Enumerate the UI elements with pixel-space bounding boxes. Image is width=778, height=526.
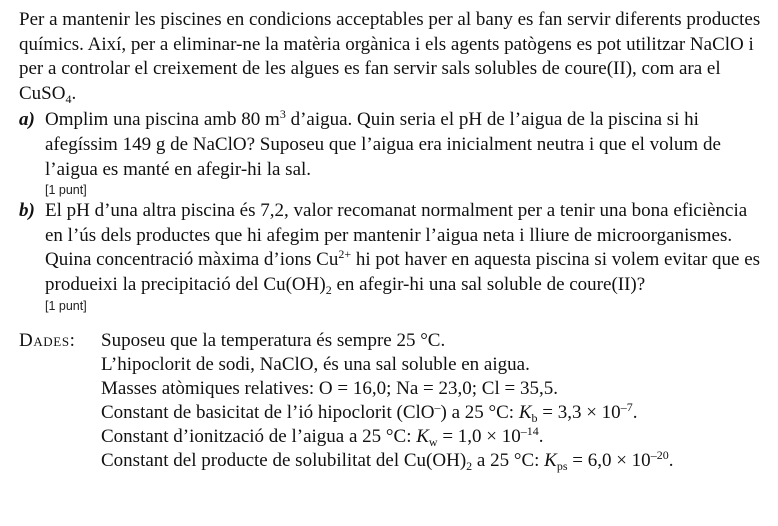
question-a-part1: Omplim una piscina amb 80 m: [45, 109, 280, 131]
question-a-points: [1 punt]: [45, 183, 87, 198]
data-line-6-a: Constant del producte de solubilitat del Cu(OH): [101, 449, 467, 471]
data-line-4-exp: –7: [620, 399, 633, 414]
data-line-3: Masses atòmiques relatives: O = 16,0; Na = 23,0; Cl = 35,5.: [101, 377, 558, 399]
data-line-2: L’hipoclorit de sodi, NaClO, és una sal soluble en aigua.: [101, 353, 530, 375]
question-b-letter: b): [19, 200, 35, 222]
data-line-6-ksub: ps: [556, 458, 568, 473]
question-b-part2: hi pot haver en aquesta piscina si volem evitar que es produeixi la precipitació del Cu(OH): [45, 249, 761, 295]
data-line-4-ksub: b: [531, 410, 538, 425]
data-line-5-a: Constant d’ionització de l’aigua a 25 °C:: [101, 425, 417, 447]
data-line-4-k: K: [518, 401, 532, 423]
data-line-6-c: = 6,0 × 10: [567, 449, 651, 471]
data-line-6-k: K: [544, 449, 557, 471]
data-line-5-end: .: [538, 425, 544, 447]
data-line-6-exp: –20: [650, 447, 669, 462]
question-b-points: [1 punt]: [45, 298, 87, 313]
data-line-6-sub: 2: [466, 458, 473, 473]
data-line-4-sup: –: [434, 399, 441, 414]
intro-end: .: [71, 82, 77, 104]
question-a-part2: d’aigua. Quin seria el pH de l’aigua de la piscina si hi afegíssim 149 g de NaClO? Suposeu que l’aigua era inicialment neutra i que el volum de l’aigua es manté en afegir-hi la sal.: [45, 109, 721, 180]
data-section: [19, 329, 764, 473]
question-b-sub: 2: [325, 282, 332, 297]
intro-paragraph: [19, 8, 764, 106]
data-label: Dades:: [19, 329, 76, 351]
data-line-4-b: ) a 25 °C:: [440, 401, 519, 423]
question-a-text: [45, 108, 764, 182]
question-b-part3: en afegir-hi una sal soluble de coure(II)?: [331, 273, 646, 295]
data-line-5-c: = 1,0 × 10: [437, 425, 521, 447]
data-line-4-a: Constant de basicitat de l’ió hipoclorit (ClO: [101, 401, 435, 423]
question-a: [19, 108, 764, 182]
question-b-part1: El pH d’una altra piscina és 7,2, valor recomanat normalment per a tenir una bona eficiència en l’ús dels productes que hi afegim per mantenir l’aigua neta i lliure de microorganismes. Quina concentració màxima d’ions Cu: [45, 200, 748, 271]
data-line-5-exp: –14: [520, 423, 539, 438]
data-line-5: [101, 425, 764, 449]
intro-text: Per a mantenir les piscines en condicions acceptables per al bany es fan servir diferents productes químics. Així, per a eliminar-ne la matèria orgànica i els agents patògens es pot utilitzar NaClO i per a controlar el creixement de les algues es fan servir sals solubles de coure(II), com ara el CuSO: [19, 9, 761, 104]
data-line-1: Suposeu que la temperatura és sempre 25 °C.: [101, 329, 446, 351]
question-a-sup: 3: [279, 107, 286, 122]
question-b-text: [45, 199, 764, 297]
data-line-6-b: a 25 °C:: [472, 449, 545, 471]
data-line-6-end: .: [668, 449, 674, 471]
data-line-5-k: K: [416, 425, 429, 447]
data-line-6: [101, 449, 764, 473]
data-lines: [101, 329, 764, 473]
data-line-4-c: = 3,3 × 10: [537, 401, 621, 423]
question-b: [19, 199, 764, 297]
intro-subscript: 4: [65, 91, 72, 106]
data-line-5-ksub: w: [428, 434, 438, 449]
question-a-letter: a): [19, 109, 35, 131]
data-line-4: [101, 401, 764, 425]
data-line-4-end: .: [632, 401, 638, 423]
question-b-sup: 2+: [338, 247, 352, 262]
